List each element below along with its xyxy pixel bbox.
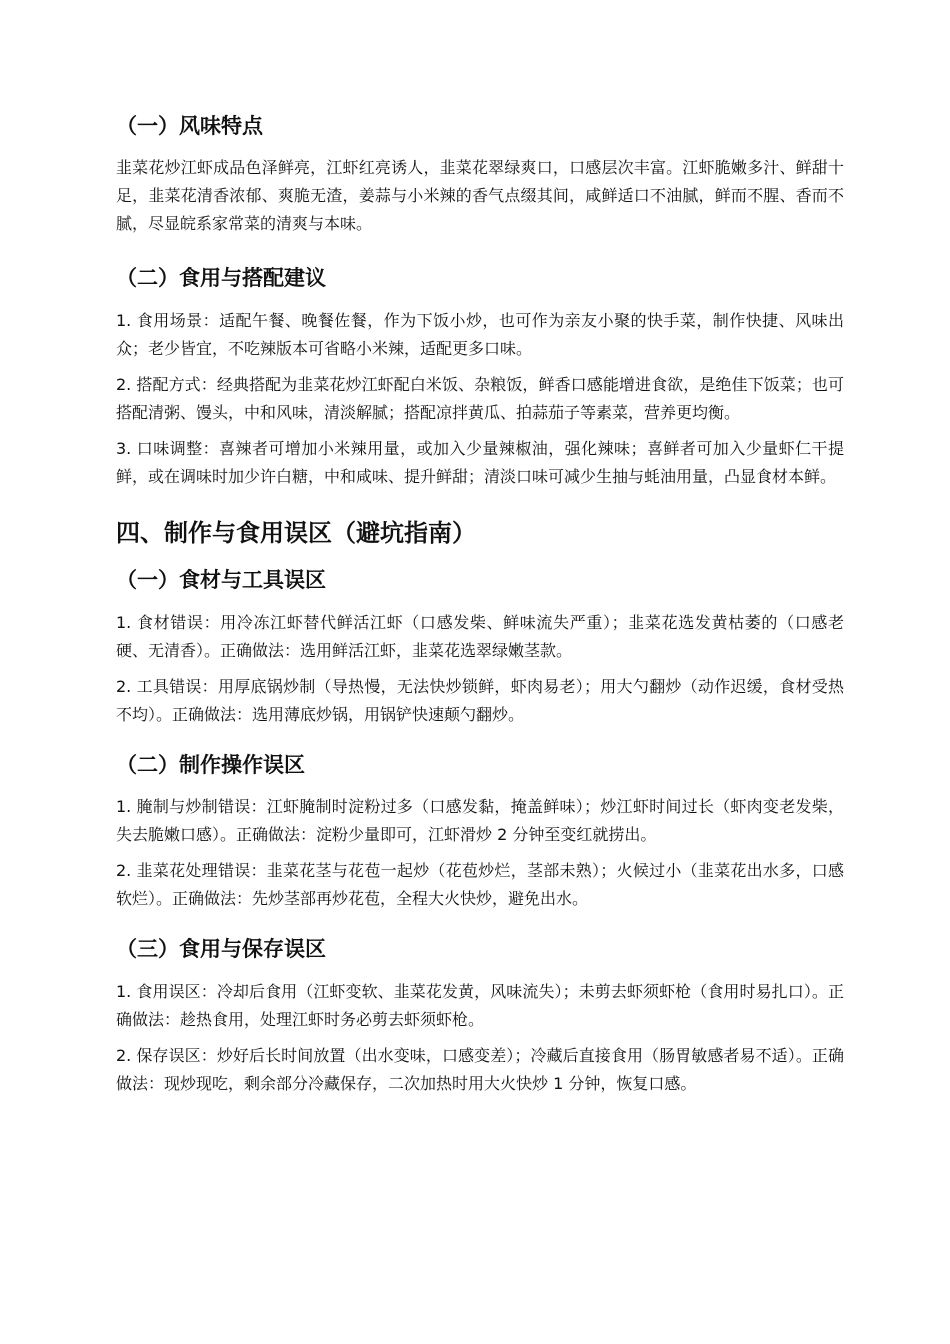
section-flavor — [116, 112, 844, 238]
flavor-heading: （一）风味特点 — [116, 114, 263, 138]
flavor-paragraph: 韭菜花炒江虾成品色泽鲜亮，江虾红亮诱人，韭菜花翠绿爽口，口感层次丰富。江虾脆嫩多汁、鲜甜十足，韭菜花清香浓郁、爽脆无渣，姜蒜与小米辣的香气点缀其间，咸鲜适口不油腻，鲜而不腥、香而不腻，尽显皖系家常菜的清爽与本味。 — [116, 158, 844, 234]
marinate-mistake-paragraph: 1. 腌制与炒制错误：江虾腌制时淀粉过多（口感发黏，掩盖鲜味）；炒江虾时间过长（虾肉变老发柴，失去脆嫩口感）。正确做法：淀粉少量即可，江虾滑炒 2 分钟至变红就捞出。 — [116, 797, 844, 845]
cooking-mistakes-heading: （二）制作操作误区 — [116, 752, 305, 777]
serving-scene-paragraph: 1. 食用场景：适配午餐、晚餐佐餐，作为下饭小炒，也可作为亲友小聚的快手菜，制作快捷、风味出众；老少皆宜，不吃辣版本可省略小米辣，适配更多口味。 — [116, 310, 844, 358]
document-page — [116, 112, 844, 1120]
section-ingredient-mistakes — [116, 566, 844, 728]
serving-pairing-paragraph: 2. 搭配方式：经典搭配为韭菜花炒江虾配白米饭、杂粮饭，鲜香口感能增进食欲，是绝佳下饭菜；也可搭配清粥、馒头，中和风味，清淡解腻；搭配凉拌黄瓜、拍蒜茄子等素菜，营养更均衡。 — [116, 374, 844, 422]
eating-mistake-paragraph: 1. 食用误区：冷却后食用（江虾变软、韭菜花发黄，风味流失）；未剪去虾须虾枪（食用时易扎口）。正确做法：趁热食用，处理江虾时务必剪去虾须虾枪。 — [116, 981, 844, 1029]
eating-storage-heading: （三）食用与保存误区 — [116, 937, 326, 962]
ingredient-mistake-paragraph: 1. 食材错误：用冷冻江虾替代鲜活江虾（口感发柴、鲜味流失严重）；韭菜花选发黄枯萎的（口感老硬、无清香）。正确做法：选用鲜活江虾，韭菜花选翠绿嫩茎款。 — [116, 612, 844, 660]
section-serving — [116, 264, 844, 490]
tool-mistake-paragraph: 2. 工具错误：用厚底锅炒制（导热慢，无法快炒锁鲜，虾肉易老）；用大勺翻炒（动作迟缓，食材受热不均）。正确做法：选用薄底炒锅，用锅铲快速颠勺翻炒。 — [116, 676, 844, 724]
chive-flower-mistake-paragraph: 2. 韭菜花处理错误：韭菜花茎与花苞一起炒（花苞炒烂，茎部未熟）；火候过小（韭菜花出水多，口感软烂）。正确做法：先炒茎部再炒花苞，全程大火快炒，避免出水。 — [116, 861, 844, 909]
section-cooking-mistakes — [116, 751, 844, 913]
serving-taste-paragraph: 3. 口味调整：喜辣者可增加小米辣用量，或加入少量辣椒油，强化辣味；喜鲜者可加入少量虾仁干提鲜，或在调味时加少许白糖，中和咸味、提升鲜甜；清淡口味可减少生抽与蚝油用量，凸显食材本鲜。 — [116, 438, 844, 486]
mistakes-section-heading: 四、制作与食用误区（避坑指南） — [116, 518, 476, 547]
ingredient-mistakes-heading: （一）食材与工具误区 — [116, 568, 326, 593]
section-eating-storage-mistakes — [116, 935, 844, 1097]
storage-mistake-paragraph: 2. 保存误区：炒好后长时间放置（出水变味，口感变差）；冷藏后直接食用（肠胃敏感者易不适）。正确做法：现炒现吃，剩余部分冷藏保存，二次加热时用大火快炒 1 分钟，恢复口感。 — [116, 1045, 844, 1093]
serving-heading: （二）食用与搭配建议 — [116, 266, 326, 291]
